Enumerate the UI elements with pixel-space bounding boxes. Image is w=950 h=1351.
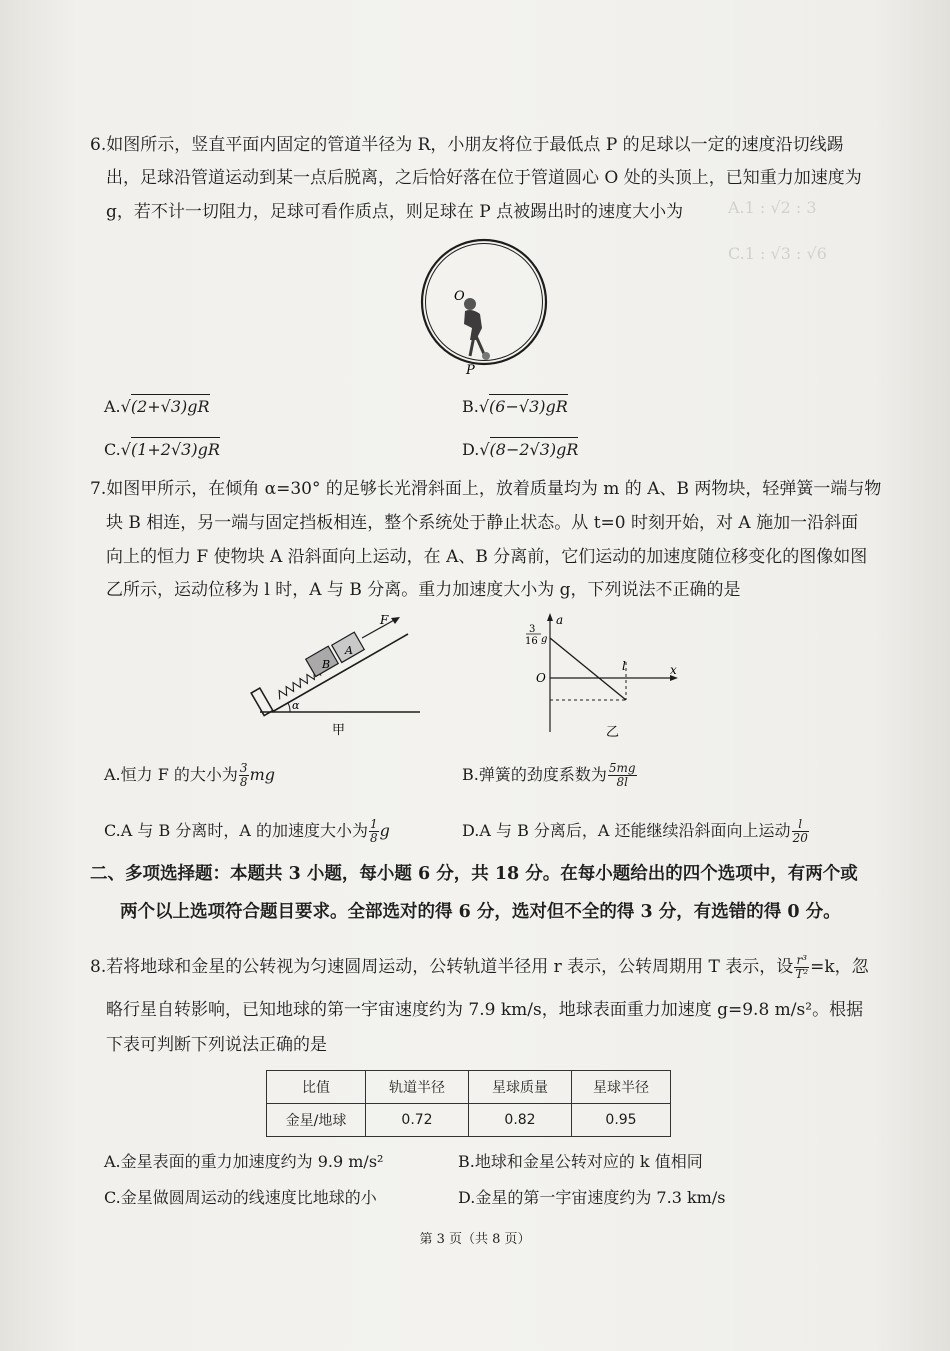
radicand: (2+√3)gR bbox=[131, 394, 210, 419]
label-origin: O bbox=[536, 671, 546, 685]
table-cell: 0.82 bbox=[469, 1104, 572, 1137]
radicand: (1+2√3)gR bbox=[131, 437, 220, 462]
child-head bbox=[464, 298, 476, 310]
numerator: 3 bbox=[239, 761, 248, 775]
option-label: A. bbox=[104, 397, 121, 416]
q7-option-C[interactable] bbox=[104, 818, 390, 845]
fraction bbox=[608, 762, 637, 789]
option-label: C. bbox=[104, 440, 121, 459]
label-x: x bbox=[670, 663, 677, 677]
q8-option-B[interactable]: B.地球和金星公转对应的 k 值相同 bbox=[458, 1152, 703, 1171]
denominator: 8 bbox=[369, 831, 378, 845]
option-text: g bbox=[379, 821, 390, 840]
numerator: l bbox=[792, 818, 809, 832]
ball-icon bbox=[482, 352, 490, 360]
table-header-cell: 星球半径 bbox=[572, 1071, 671, 1104]
label-O: O bbox=[454, 289, 465, 304]
table-header-cell: 轨道半径 bbox=[366, 1071, 469, 1104]
table-header-row bbox=[267, 1071, 671, 1104]
option-text: D.A 与 B 分离后，A 还能继续沿斜面向上运动 bbox=[462, 821, 791, 840]
bleed-through: A.1 : √2 : 3 bbox=[728, 198, 817, 217]
label-jia: 甲 bbox=[332, 723, 346, 738]
child-body bbox=[464, 310, 482, 340]
table-cell: 0.95 bbox=[572, 1104, 671, 1137]
denominator: T² bbox=[795, 967, 809, 981]
numerator: 5mg bbox=[608, 761, 636, 775]
q8-text: 8.若将地球和金星的公转视为匀速圆周运动，公转轨道半径用 r 表示，公转周期用 T 表示，设 bbox=[90, 957, 794, 977]
label-F: F bbox=[380, 613, 389, 627]
intercept-g: g bbox=[541, 634, 548, 645]
numerator: r³ bbox=[794, 954, 809, 968]
intercept-denominator: 16 bbox=[525, 636, 538, 647]
q8-stem-line1 bbox=[90, 954, 869, 981]
radicand: (8−2√3)gR bbox=[490, 437, 579, 462]
q7-stem-line4: 乙所示，运动位移为 l 时，A 与 B 分离。重力加速度大小为 g，下列说法不正确的是 bbox=[106, 580, 741, 600]
section2-heading-line1: 二、多项选择题：本题共 3 小题，每小题 6 分，共 18 分。在每小题给出的四个选项中，有两个或 bbox=[90, 864, 858, 884]
q6-stem-line2: 出，足球沿管道运动到某一点后脱离，之后恰好落在位于管道圆心 O 处的头顶上，已知重力加速度为 bbox=[106, 168, 862, 188]
radicand: (6−√3)gR bbox=[489, 394, 568, 419]
q6-option-B[interactable]: B.√(6−√3)gR bbox=[462, 394, 568, 419]
option-text: B.弹簧的劲度系数为 bbox=[462, 765, 607, 784]
denominator: 8 bbox=[239, 775, 248, 789]
label-a: a bbox=[556, 613, 564, 627]
q8-ratio-table bbox=[266, 1070, 671, 1137]
q7-option-A[interactable] bbox=[104, 762, 275, 789]
q7-option-B[interactable] bbox=[462, 762, 638, 789]
pipe-inner-circle bbox=[426, 244, 543, 361]
q7-stem-line2: 块 B 相连，另一端与固定挡板相连，整个系统处于静止状态。从 t=0 时刻开始，对 A 施加一沿斜面 bbox=[106, 513, 859, 533]
q8-option-A[interactable]: A.金星表面的重力加速度约为 9.9 m/s² bbox=[104, 1152, 384, 1171]
q6-option-A[interactable]: A.√(2+√3)gR bbox=[104, 394, 210, 419]
fraction bbox=[794, 954, 809, 981]
label-P: P bbox=[466, 363, 475, 376]
q6-option-D[interactable]: D.√(8−2√3)gR bbox=[462, 437, 578, 462]
label-l: l bbox=[622, 659, 626, 673]
q7-stem-line1: 7.如图甲所示，在倾角 α=30° 的足够长光滑斜面上，放着质量均为 m 的 A、B 两物块，轻弹簧一端与物 bbox=[90, 479, 882, 499]
q7-option-D[interactable] bbox=[462, 818, 810, 845]
table-cell: 金星/地球 bbox=[267, 1104, 366, 1137]
q6-pipe-figure bbox=[410, 236, 560, 376]
q8-stem-line2: 略行星自转影响，已知地球的第一宇宙速度约为 7.9 km/s，地球表面重力加速度 g=9.8 m/s²。根据 bbox=[106, 1000, 864, 1020]
q8-text: =k，忽 bbox=[810, 957, 869, 977]
q8-option-D[interactable]: D.金星的第一宇宙速度约为 7.3 km/s bbox=[458, 1188, 726, 1207]
intercept-numerator: 3 bbox=[529, 624, 536, 635]
page-footer: 第 3 页（共 8 页） bbox=[419, 1232, 531, 1247]
bleed-through: C.1 : √3 : √6 bbox=[728, 244, 827, 263]
table-cell: 0.72 bbox=[366, 1104, 469, 1137]
q6-stem-line3: g，若不计一切阻力，足球可看作质点，则足球在 P 点被踢出时的速度大小为 bbox=[106, 202, 684, 222]
denominator: 8l bbox=[616, 775, 628, 789]
pipe-outer-circle bbox=[422, 240, 546, 364]
q7-stem-line3: 向上的恒力 F 使物块 A 沿斜面向上运动，在 A、B 分离前，它们运动的加速度随位移变化的图像如图 bbox=[106, 547, 868, 567]
table-header-cell: 比值 bbox=[267, 1071, 366, 1104]
fraction bbox=[369, 818, 379, 845]
label-yi: 乙 bbox=[606, 725, 620, 740]
q8-stem-line3: 下表可判断下列说法正确的是 bbox=[106, 1035, 327, 1055]
table-header-cell: 星球质量 bbox=[469, 1071, 572, 1104]
fraction bbox=[792, 818, 809, 845]
option-text: mg bbox=[249, 765, 275, 784]
q6-option-C[interactable]: C.√(1+2√3)gR bbox=[104, 437, 220, 462]
table-row bbox=[267, 1104, 671, 1137]
option-label: D. bbox=[462, 440, 480, 459]
option-text: C.A 与 B 分离时，A 的加速度大小为 bbox=[104, 821, 368, 840]
a-x-line bbox=[550, 638, 626, 700]
a-axis-arrow bbox=[547, 613, 553, 621]
child-legs bbox=[470, 336, 484, 356]
fraction bbox=[239, 762, 249, 789]
option-label: B. bbox=[462, 397, 479, 416]
section2-heading-line2: 两个以上选项符合题目要求。全部选对的得 6 分，选对但不全的得 3 分，有选错的得 0 分。 bbox=[120, 902, 841, 922]
label-A: A bbox=[345, 644, 353, 657]
q7-ax-graph bbox=[520, 612, 690, 742]
option-text: A.恒力 F 的大小为 bbox=[104, 765, 238, 784]
force-arrow-line bbox=[362, 619, 396, 638]
angle-arc bbox=[288, 703, 290, 712]
numerator: 1 bbox=[369, 817, 378, 831]
q7-incline-figure bbox=[250, 612, 440, 742]
label-B: B bbox=[322, 658, 331, 671]
denominator: 20 bbox=[792, 831, 808, 845]
q6-stem-line1: 6.如图所示，竖直平面内固定的管道半径为 R，小朋友将位于最低点 P 的足球以一定的速度沿切线踢 bbox=[90, 135, 844, 155]
label-alpha: α bbox=[292, 699, 300, 712]
q8-option-C[interactable]: C.金星做圆周运动的线速度比地球的小 bbox=[104, 1188, 377, 1207]
